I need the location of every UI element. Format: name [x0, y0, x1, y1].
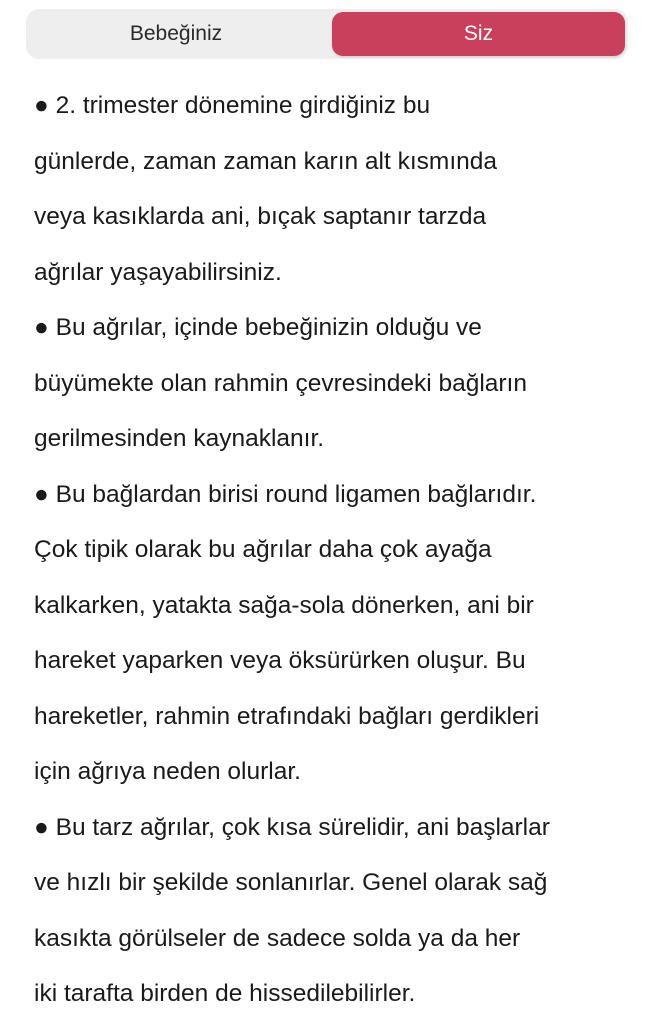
article-line: kalkarken, yatakta sağa-sola dönerken, ani bir [34, 591, 534, 619]
article-line: hareketler, rahmin etrafındaki bağları gerdikleri [34, 702, 540, 730]
article-line: ● 2. trimester dönemine girdiğiniz bu [34, 92, 431, 119]
article-line: ve hızlı bir şekilde sonlanırlar. Genel olarak sağ [34, 869, 548, 896]
article-line: ● Bu bağlardan birisi round ligamen bağlarıdır. [34, 480, 537, 508]
article-line: hareket yaparken veya öksürürken oluşur. Bu [34, 647, 526, 674]
article-line: Çok tipik olarak bu ağrılar daha çok ayağa [34, 536, 492, 563]
tab-bebeginiz[interactable]: Bebeğiniz [129, 22, 223, 45]
article-line: ağrılar yaşayabilirsiniz. [34, 258, 282, 286]
article-line: iki tarafta birden de hissedilebilirler. [34, 980, 416, 1007]
article-line: gerilmesinden kaynaklanır. [34, 425, 325, 452]
article-line: için ağrıya neden olurlar. [34, 758, 301, 785]
article-line: kasıkta görülseler de sadece solda ya da her [34, 924, 521, 952]
article-line: günlerde, zaman zaman karın alt kısmında [34, 147, 498, 175]
tab-siz[interactable]: Siz [332, 12, 625, 56]
article-line: ● Bu ağrılar, içinde bebeğinizin olduğu ve [34, 314, 482, 341]
segmented-control [26, 9, 628, 59]
article-body [34, 78, 634, 1022]
article-line: büyümekte olan rahmin çevresindeki bağların [34, 369, 527, 397]
article-line: ● Bu tarz ağrılar, çok kısa sürelidir, ani başlarlar [34, 813, 550, 841]
article-line: veya kasıklarda ani, bıçak saptanır tarzda [34, 203, 487, 230]
